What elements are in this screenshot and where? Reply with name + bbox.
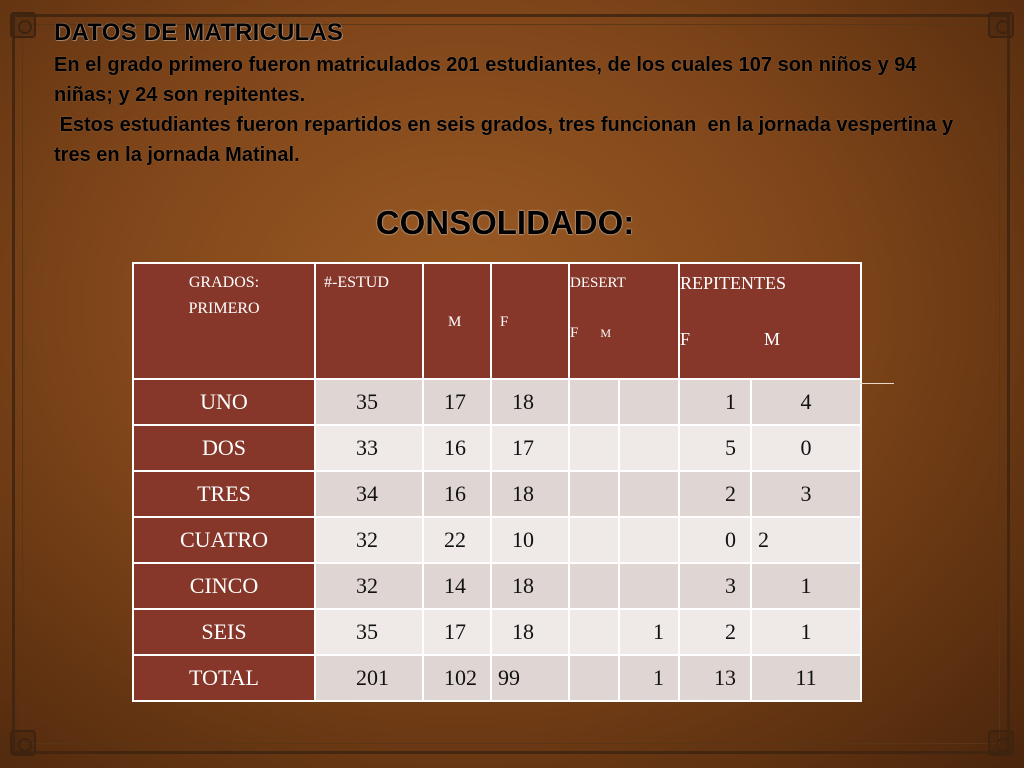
cell-estud: 35	[315, 609, 423, 655]
cell-rep-f: 2	[679, 609, 751, 655]
header-rep-m: M	[764, 329, 781, 349]
cell-rep-f: 5	[679, 425, 751, 471]
cell-desert-f	[569, 425, 619, 471]
cell-estud: 32	[315, 517, 423, 563]
row-label: TRES	[133, 471, 315, 517]
total-m: 102	[423, 655, 491, 701]
header-repitentes-label: REPITENTES	[680, 273, 786, 293]
cell-desert-m	[619, 563, 679, 609]
frame-corner-ornament	[10, 12, 36, 38]
total-rep-m: 11	[751, 655, 861, 701]
header-desert-label: DESERT	[570, 275, 626, 291]
cell-estud: 34	[315, 471, 423, 517]
cell-m: 22	[423, 517, 491, 563]
cell-desert-f	[569, 609, 619, 655]
cell-m: 14	[423, 563, 491, 609]
cell-estud: 35	[315, 379, 423, 425]
cell-desert-m: 1	[619, 609, 679, 655]
cell-desert-m	[619, 379, 679, 425]
cell-estud: 33	[315, 425, 423, 471]
cell-rep-f: 0	[679, 517, 751, 563]
cell-desert-f	[569, 563, 619, 609]
frame-corner-ornament	[988, 730, 1014, 756]
cell-rep-m: 1	[751, 609, 861, 655]
header-grados	[133, 263, 315, 379]
header-m-label: M	[448, 314, 462, 330]
table-header-row	[133, 263, 861, 379]
total-estud: 201	[315, 655, 423, 701]
cell-desert-f	[569, 471, 619, 517]
cell-desert-m	[619, 517, 679, 563]
header-estud	[315, 263, 423, 379]
cell-m: 17	[423, 609, 491, 655]
total-desert-m: 1	[619, 655, 679, 701]
cell-m: 16	[423, 471, 491, 517]
header-rep-f: F	[680, 329, 691, 349]
table-row	[133, 425, 861, 471]
cell-f: 18	[491, 471, 569, 517]
cell-rep-m: 1	[751, 563, 861, 609]
intro-text-block	[54, 16, 974, 170]
table-row	[133, 609, 861, 655]
table-row	[133, 517, 861, 563]
row-label: UNO	[133, 379, 315, 425]
total-rep-f: 13	[679, 655, 751, 701]
cell-desert-m	[619, 425, 679, 471]
frame-corner-ornament	[10, 730, 36, 756]
intro-paragraph-1: En el grado primero fueron matriculados 201 estudiantes, de los cuales 107 son niños y 94 niñas; y 24 son repitentes.	[54, 54, 917, 106]
table-row	[133, 563, 861, 609]
cell-m: 16	[423, 425, 491, 471]
header-desert	[569, 263, 679, 379]
cell-rep-f: 2	[679, 471, 751, 517]
cell-rep-m: 4	[751, 379, 861, 425]
header-estud-label: #-ESTUD	[324, 274, 389, 291]
total-desert-f	[569, 655, 619, 701]
cell-rep-m: 2	[751, 517, 861, 563]
table-divider-line	[858, 383, 894, 384]
cell-f: 18	[491, 563, 569, 609]
total-label: TOTAL	[133, 655, 315, 701]
cell-desert-f	[569, 517, 619, 563]
intro-paragraph-2: Estos estudiantes fueron repartidos en seis grados, tres funcionan en la jornada vespertina y tres en la jornada Matinal.	[54, 114, 965, 166]
cell-f: 17	[491, 425, 569, 471]
cell-desert-f	[569, 379, 619, 425]
header-f	[491, 263, 569, 379]
cell-rep-f: 3	[679, 563, 751, 609]
header-grados-line1: GRADOS:	[188, 274, 260, 291]
cell-rep-m: 3	[751, 471, 861, 517]
header-m	[423, 263, 491, 379]
row-label: SEIS	[133, 609, 315, 655]
row-label: CUATRO	[133, 517, 315, 563]
table-row	[133, 379, 861, 425]
slide-title: CONSOLIDADO:	[375, 204, 635, 241]
header-grados-line2: PRIMERO	[188, 300, 260, 317]
cell-desert-m	[619, 471, 679, 517]
header-f-label: F	[500, 314, 509, 330]
table-row	[133, 471, 861, 517]
cell-m: 17	[423, 379, 491, 425]
cell-rep-f: 1	[679, 379, 751, 425]
cell-estud: 32	[315, 563, 423, 609]
cell-f: 18	[491, 379, 569, 425]
frame-corner-ornament	[988, 12, 1014, 38]
table-total-row	[133, 655, 861, 701]
row-label: DOS	[133, 425, 315, 471]
header-desert-m: M	[600, 326, 612, 340]
intro-heading: DATOS DE MATRICULAS	[54, 19, 344, 46]
header-repitentes	[679, 263, 861, 379]
enrollment-table	[132, 262, 862, 702]
cell-rep-m: 0	[751, 425, 861, 471]
cell-f: 10	[491, 517, 569, 563]
header-desert-f: F	[570, 325, 579, 341]
total-f: 99	[491, 655, 569, 701]
row-label: CINCO	[133, 563, 315, 609]
cell-f: 18	[491, 609, 569, 655]
